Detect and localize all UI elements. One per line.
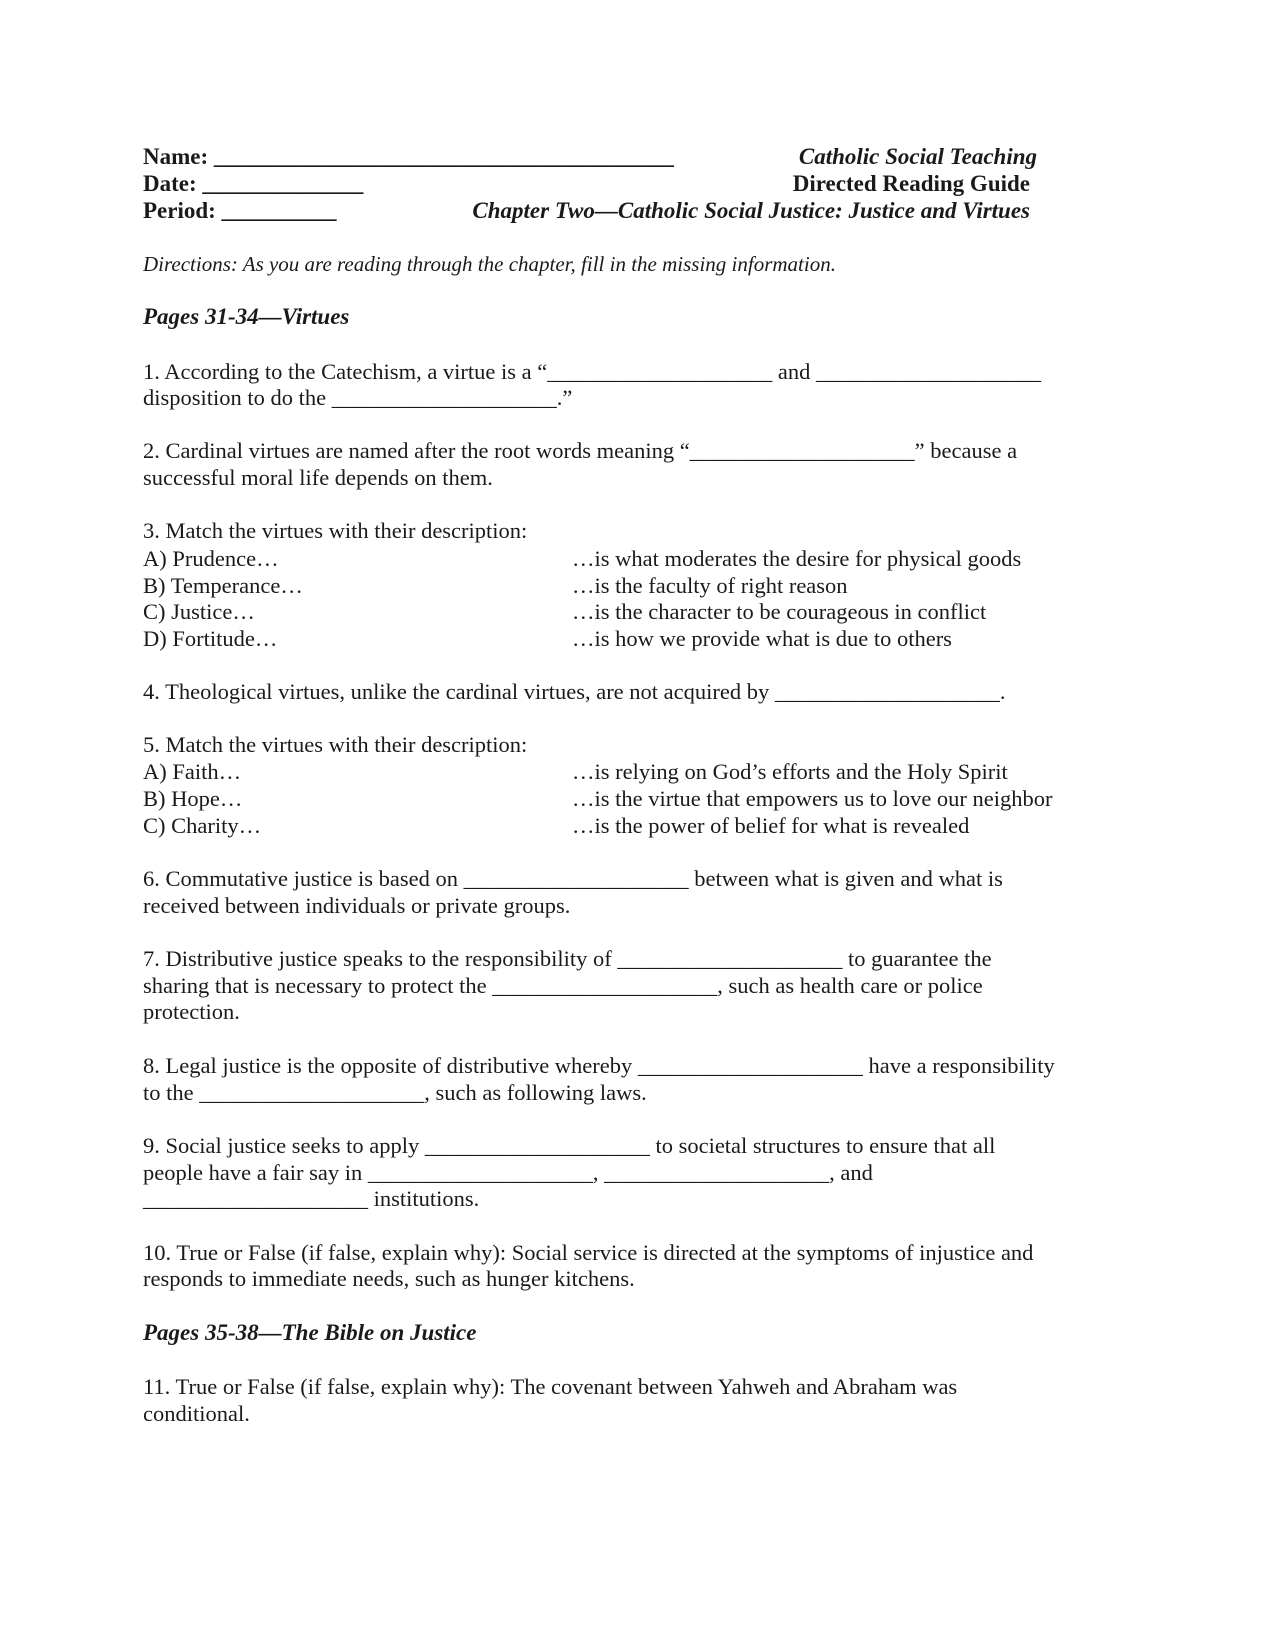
question-8-line-1: 8. Legal justice is the opposite of distributive whereby ____________________ have a responsibility [143,1053,1055,1078]
question-3-description-4: …is how we provide what is due to others [572,626,952,651]
date-field: Date: ______________ [143,171,364,196]
question-3-option-c: C) Justice… [143,599,255,624]
question-2-line-1: 2. Cardinal virtues are named after the root words meaning “____________________” because a [143,438,1018,463]
section-heading-virtues: Pages 31-34—Virtues [143,304,350,329]
question-3-prompt: 3. Match the virtues with their description: [143,518,528,543]
question-7-line-3: protection. [143,999,240,1024]
question-6-line-2: received between individuals or private groups. [143,893,571,918]
question-3-description-1: …is what moderates the desire for physical goods [572,546,1022,571]
question-3-description-2: …is the faculty of right reason [572,573,848,598]
question-2-line-2: successful moral life depends on them. [143,465,493,490]
question-9-line-2: people have a fair say in ____________________, ____________________, and [143,1160,873,1185]
question-10-line-2: responds to immediate needs, such as hunger kitchens. [143,1266,635,1291]
question-5-option-b: B) Hope… [143,786,243,811]
question-3-option-d: D) Fortitude… [143,626,278,651]
question-1-line-1: 1. According to the Catechism, a virtue is a “____________________ and ____________________ [143,359,1042,384]
name-field: Name: ________________________________________ [143,144,674,169]
question-11-line-1: 11. True or False (if false, explain why): The covenant between Yahweh and Abraham was [143,1374,958,1399]
question-5-description-1: …is relying on God’s efforts and the Holy Spirit [572,759,1008,784]
question-5-description-3: …is the power of belief for what is revealed [572,813,970,838]
question-7-line-1: 7. Distributive justice speaks to the responsibility of ____________________ to guarantee the [143,946,992,971]
question-3-description-3: …is the character to be courageous in conflict [572,599,987,624]
period-field: Period: __________ [143,198,337,223]
question-5-option-a: A) Faith… [143,759,242,784]
directions-text: Directions: As you are reading through the chapter, fill in the missing information. [143,252,836,276]
question-5-prompt: 5. Match the virtues with their description: [143,732,528,757]
question-7-line-2: sharing that is necessary to protect the ____________________, such as health care or police [143,973,983,998]
question-5-option-c: C) Charity… [143,813,262,838]
guide-title: Directed Reading Guide [792,171,1030,196]
chapter-title: Chapter Two—Catholic Social Justice: Justice and Virtues [472,198,1030,223]
question-8-line-2: to the ____________________, such as following laws. [143,1080,647,1105]
course-title: Catholic Social Teaching [798,144,1037,169]
question-3-option-a: A) Prudence… [143,546,279,571]
question-9-line-3: ____________________ institutions. [143,1186,480,1211]
question-4-line-1: 4. Theological virtues, unlike the cardinal virtues, are not acquired by ____________________. [143,679,1006,704]
question-11-line-2: conditional. [143,1401,250,1426]
question-6-line-1: 6. Commutative justice is based on ____________________ between what is given and what is [143,866,1003,891]
question-5-description-2: …is the virtue that empowers us to love our neighbor [572,786,1053,811]
question-3-option-b: B) Temperance… [143,573,303,598]
question-1-line-2: disposition to do the ____________________.” [143,385,573,410]
section-heading-bible-on-justice: Pages 35-38—The Bible on Justice [143,1320,477,1345]
question-10-line-1: 10. True or False (if false, explain why): Social service is directed at the symptoms of injustice and [143,1240,1034,1265]
question-9-line-1: 9. Social justice seeks to apply ____________________ to societal structures to ensure that all [143,1133,996,1158]
